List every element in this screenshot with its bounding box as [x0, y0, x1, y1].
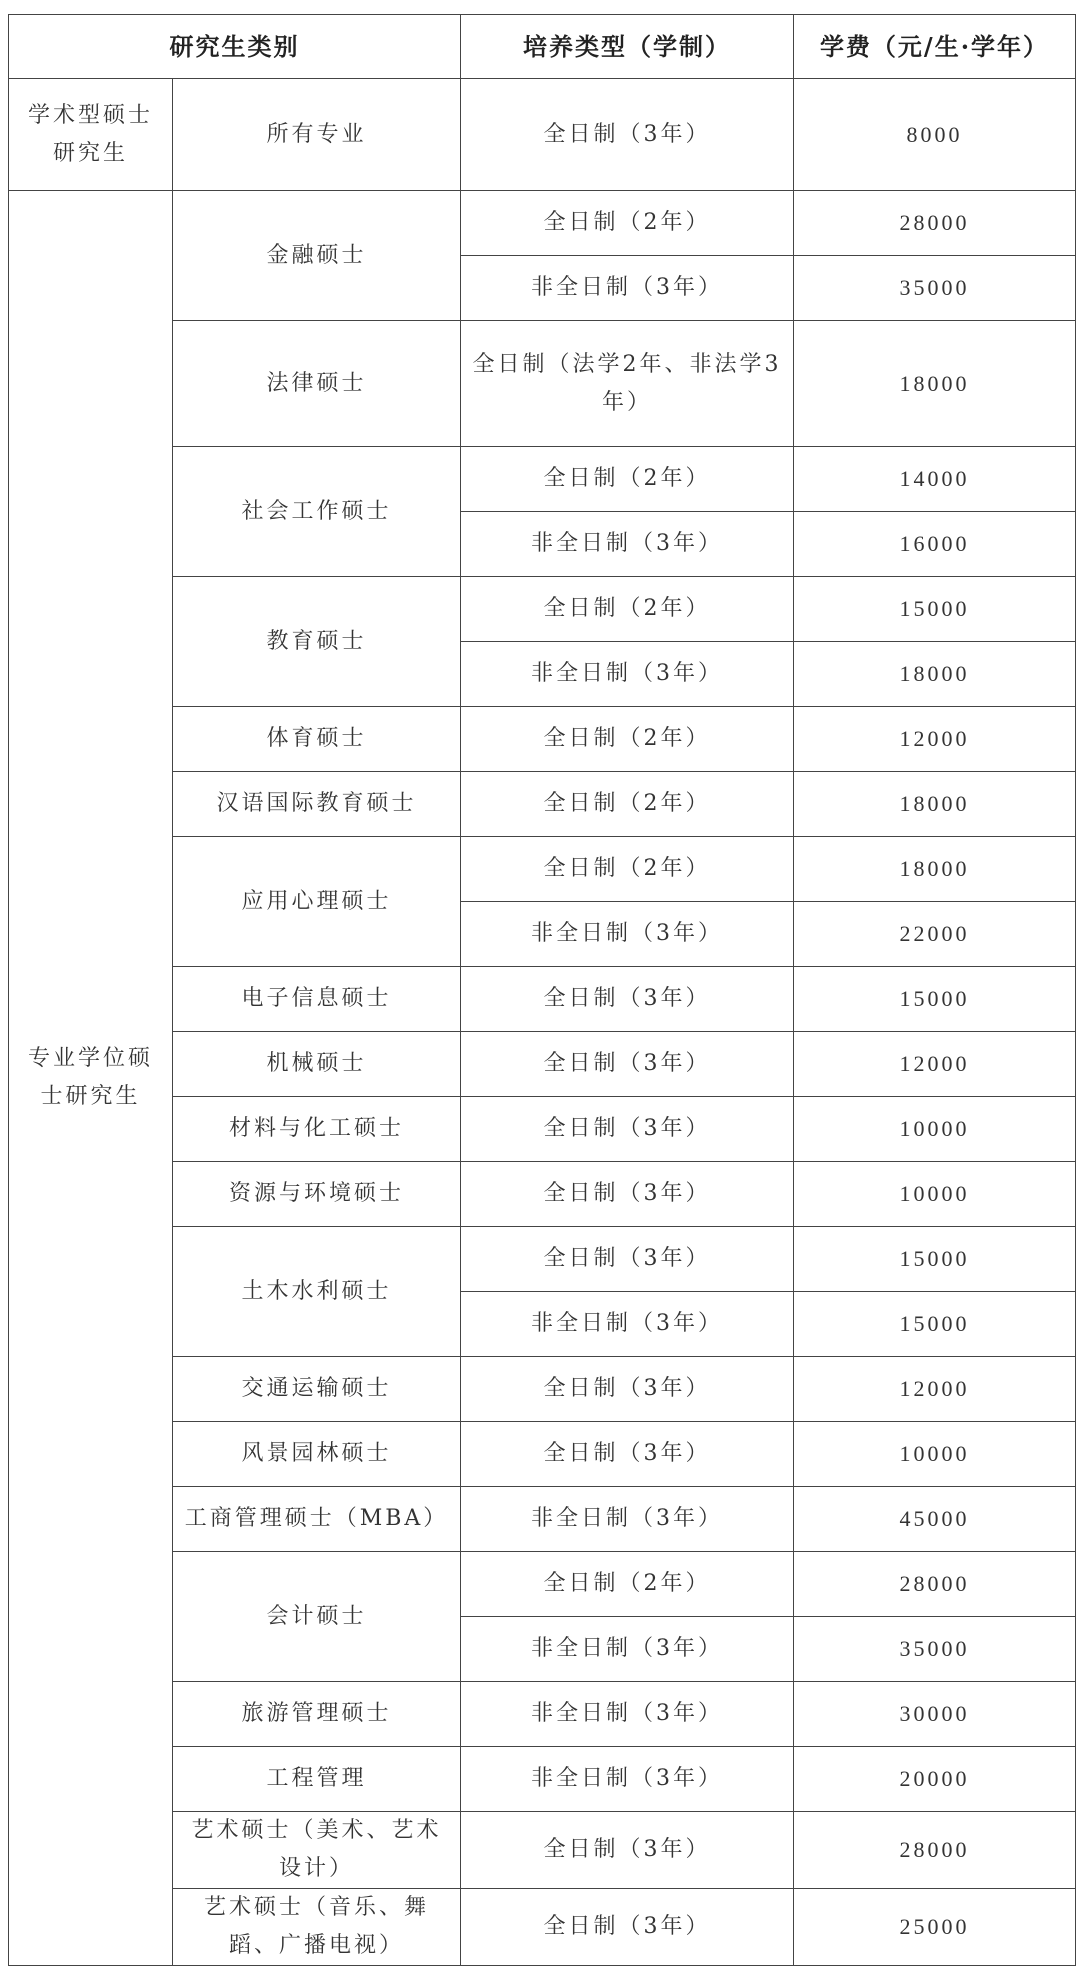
program-fee: 12000 [794, 707, 1076, 772]
table-header-row [9, 15, 1076, 79]
program-name: 材料与化工硕士 [173, 1097, 461, 1162]
program-fee: 28000 [794, 1552, 1076, 1617]
program-fee: 18000 [794, 837, 1076, 902]
program-type: 非全日制（3年） [461, 256, 794, 321]
header-category: 研究生类别 [9, 15, 461, 79]
program-type: 非全日制（3年） [461, 1617, 794, 1682]
academic-fee: 8000 [794, 79, 1076, 191]
program-fee: 18000 [794, 321, 1076, 447]
program-type: 非全日制（3年） [461, 1487, 794, 1552]
tuition-table [8, 14, 1076, 1966]
program-name: 会计硕士 [173, 1552, 461, 1682]
program-name: 资源与环境硕士 [173, 1162, 461, 1227]
program-type: 非全日制（3年） [461, 1292, 794, 1357]
program-type: 全日制（2年） [461, 1552, 794, 1617]
program-type: 全日制（3年） [461, 1422, 794, 1487]
program-name: 法律硕士 [173, 321, 461, 447]
program-type: 全日制（3年） [461, 1097, 794, 1162]
program-name: 应用心理硕士 [173, 837, 461, 967]
program-fee: 28000 [794, 1812, 1076, 1889]
program-name: 旅游管理硕士 [173, 1682, 461, 1747]
program-type: 全日制（2年） [461, 191, 794, 256]
program-name: 工程管理 [173, 1747, 461, 1812]
program-type: 全日制（3年） [461, 1227, 794, 1292]
program-type: 全日制（3年） [461, 1032, 794, 1097]
program-type: 全日制（2年） [461, 577, 794, 642]
table-body [9, 79, 1076, 1966]
program-fee: 30000 [794, 1682, 1076, 1747]
academic-type: 全日制（3年） [461, 79, 794, 191]
program-fee: 25000 [794, 1889, 1076, 1966]
program-fee: 15000 [794, 967, 1076, 1032]
program-fee: 14000 [794, 447, 1076, 512]
program-fee: 10000 [794, 1422, 1076, 1487]
program-fee: 15000 [794, 1292, 1076, 1357]
program-type: 非全日制（3年） [461, 1747, 794, 1812]
program-type: 全日制（3年） [461, 1812, 794, 1889]
professional-category: 专业学位硕士研究生 [9, 191, 173, 1966]
program-fee: 20000 [794, 1747, 1076, 1812]
program-type: 全日制（3年） [461, 967, 794, 1032]
academic-major: 所有专业 [173, 79, 461, 191]
program-name: 电子信息硕士 [173, 967, 461, 1032]
program-fee: 12000 [794, 1357, 1076, 1422]
program-type: 非全日制（3年） [461, 642, 794, 707]
program-fee: 28000 [794, 191, 1076, 256]
program-type: 全日制（2年） [461, 447, 794, 512]
program-name: 体育硕士 [173, 707, 461, 772]
program-type: 非全日制（3年） [461, 512, 794, 577]
program-type: 全日制（3年） [461, 1357, 794, 1422]
program-name: 艺术硕士（美术、艺术设计） [173, 1812, 461, 1889]
program-fee: 18000 [794, 642, 1076, 707]
program-fee: 16000 [794, 512, 1076, 577]
program-name: 机械硕士 [173, 1032, 461, 1097]
program-name: 汉语国际教育硕士 [173, 772, 461, 837]
program-fee: 15000 [794, 1227, 1076, 1292]
academic-category: 学术型硕士研究生 [9, 79, 173, 191]
program-fee: 10000 [794, 1162, 1076, 1227]
header-type: 培养类型（学制） [461, 15, 794, 79]
program-fee: 45000 [794, 1487, 1076, 1552]
program-fee: 12000 [794, 1032, 1076, 1097]
program-name: 风景园林硕士 [173, 1422, 461, 1487]
program-fee: 15000 [794, 577, 1076, 642]
program-fee: 22000 [794, 902, 1076, 967]
program-name: 金融硕士 [173, 191, 461, 321]
program-name: 工商管理硕士（MBA） [173, 1487, 461, 1552]
program-type: 全日制（2年） [461, 837, 794, 902]
program-type: 非全日制（3年） [461, 1682, 794, 1747]
program-name: 土木水利硕士 [173, 1227, 461, 1357]
program-name: 交通运输硕士 [173, 1357, 461, 1422]
program-fee: 35000 [794, 256, 1076, 321]
program-type: 全日制（3年） [461, 1889, 794, 1966]
table-row-academic [9, 79, 1076, 191]
program-name: 社会工作硕士 [173, 447, 461, 577]
tuition-table-wrapper [8, 14, 1076, 1966]
program-type: 全日制（2年） [461, 707, 794, 772]
program-type: 全日制（3年） [461, 1162, 794, 1227]
table-row [9, 191, 1076, 256]
program-fee: 18000 [794, 772, 1076, 837]
program-type: 全日制（2年） [461, 772, 794, 837]
program-fee: 10000 [794, 1097, 1076, 1162]
program-name: 教育硕士 [173, 577, 461, 707]
program-fee: 35000 [794, 1617, 1076, 1682]
program-name: 艺术硕士（音乐、舞蹈、广播电视） [173, 1889, 461, 1966]
header-fee: 学费（元/生·学年） [794, 15, 1076, 79]
program-type: 全日制（法学2年、非法学3年） [461, 321, 794, 447]
program-type: 非全日制（3年） [461, 902, 794, 967]
